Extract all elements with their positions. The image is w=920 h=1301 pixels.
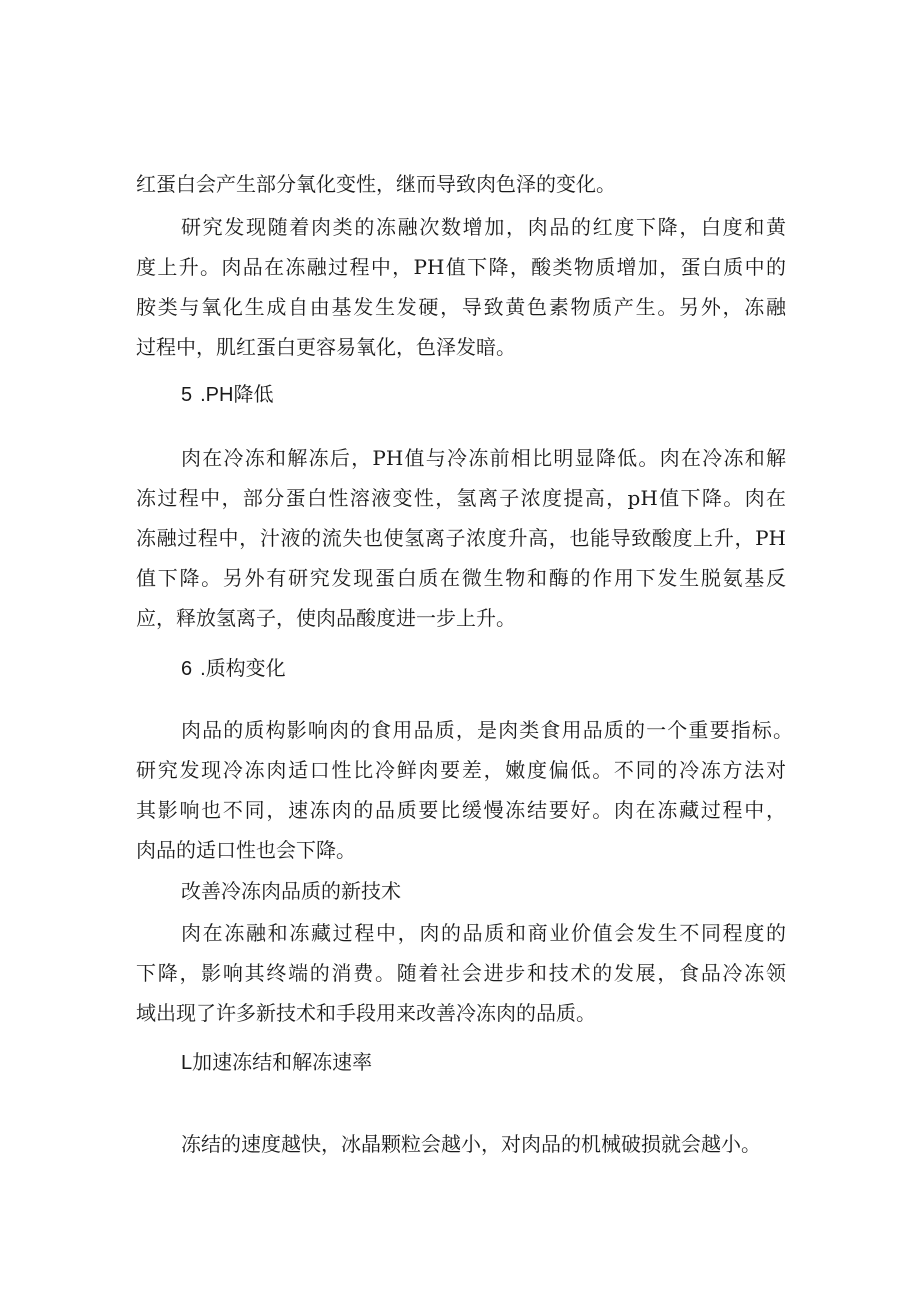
section-heading-new-tech: 改善冷冻肉品质的新技术 bbox=[181, 879, 401, 903]
heading-prefix: . bbox=[200, 658, 206, 680]
paragraph-line: 其影响也不同，速冻肉的品质要比缓慢冻结要好。肉在冻藏过程中， bbox=[136, 798, 786, 822]
heading-prefix: .PH bbox=[200, 384, 234, 406]
paragraph-line: 胺类与氧化生成自由基发生发硬，导致黄色素物质产生。另外，冻融 bbox=[136, 295, 786, 319]
heading-text: 质构变化 bbox=[205, 656, 286, 680]
paragraph-line: 度上升。肉品在冻融过程中，PH值下降，酸类物质增加，蛋白质中的 bbox=[136, 255, 786, 279]
paragraph-line: 冻过程中，部分蛋白性溶液变性，氢离子浓度提高，pH值下降。肉在 bbox=[136, 486, 786, 510]
paragraph-line: 肉在冷冻和解冻后，PH值与冷冻前相比明显降低。肉在冷冻和解 bbox=[181, 446, 786, 470]
heading-text: 加速冻结和解冻速率 bbox=[192, 1050, 373, 1074]
paragraph-line: 研究发现冷冻肉适口性比冷鲜肉要差，嫩度偏低。不同的冷冻方法对 bbox=[136, 758, 786, 782]
paragraph-line: 冻结的速度越快，冰晶颗粒会越小，对肉品的机械破损就会越小。 bbox=[181, 1132, 761, 1156]
heading-number: 5 bbox=[181, 384, 193, 406]
heading-number: 6 bbox=[181, 658, 193, 680]
paragraph-line: 肉在冻融和冻藏过程中，肉的品质和商业价值会发生不同程度的 bbox=[181, 921, 786, 945]
paragraph-line: 下降，影响其终端的消费。随着社会进步和技术的发展，食品冷冻领 bbox=[136, 961, 786, 985]
paragraph-line: 冻融过程中，汁液的流失也使氢离子浓度升高，也能导致酸度上升，PH bbox=[136, 526, 786, 550]
paragraph-line: 过程中，肌红蛋白更容易氧化，色泽发暗。 bbox=[136, 335, 516, 359]
paragraph-line: 应，释放氢离子，使肉品酸度进一步上升。 bbox=[136, 606, 516, 630]
section-heading-5 bbox=[181, 382, 273, 407]
paragraph-line: 红蛋白会产生部分氧化变性，继而导致肉色泽的变化。 bbox=[136, 172, 616, 196]
section-heading-l bbox=[181, 1050, 372, 1075]
paragraph-line: 域出现了许多新技术和手段用来改善冷冻肉的品质。 bbox=[136, 1001, 596, 1025]
paragraph-line: 肉品的质构影响肉的食用品质，是肉类食用品质的一个重要指标。 bbox=[181, 718, 793, 742]
paragraph-line: 肉品的适口性也会下降。 bbox=[136, 838, 356, 862]
heading-text: 降低 bbox=[233, 382, 274, 406]
section-heading-6 bbox=[181, 656, 286, 681]
paragraph-line: 值下降。另外有研究发现蛋白质在微生物和酶的作用下发生脱氨基反 bbox=[136, 566, 786, 590]
heading-prefix: L bbox=[181, 1052, 193, 1074]
paragraph-line: 研究发现随着肉类的冻融次数增加，肉品的红度下降，白度和黄 bbox=[181, 215, 786, 239]
